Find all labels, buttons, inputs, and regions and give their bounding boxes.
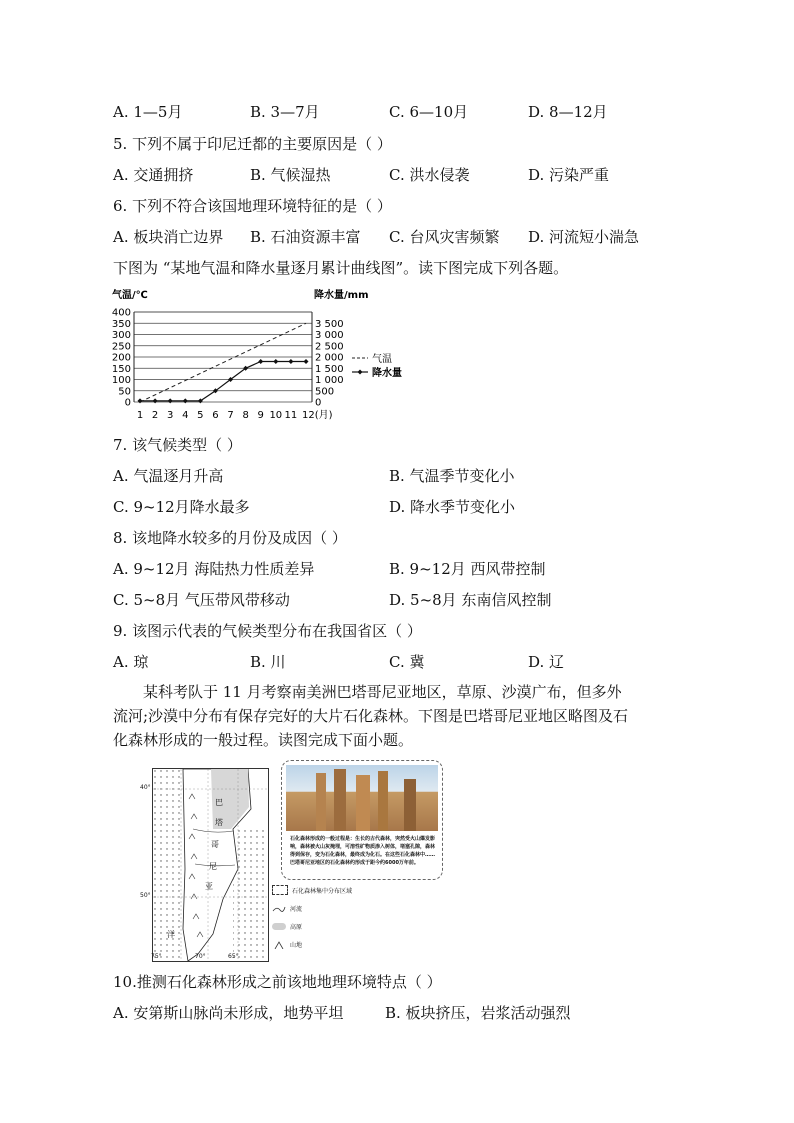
q5-stem: 5. 下列不属于印尼迁都的主要原因是（ ） (113, 135, 392, 153)
right-tick-label: 1 000 (315, 375, 344, 386)
left-tick-label: 200 (112, 352, 131, 364)
map-lon65: 65° (228, 953, 239, 960)
right-tick-label: 2 500 (315, 341, 344, 353)
map-legend (272, 885, 392, 949)
q8-option-b: B. 9~12月 西风带控制 (389, 560, 546, 578)
legend-label-river: 河流 (290, 906, 303, 913)
map-char-ba: 巴 (215, 798, 223, 807)
q6-option-b: B. 石油资源丰富 (250, 228, 361, 246)
q5-option-a: A. 交通拥挤 (113, 166, 194, 184)
x-tick-label: 1 (136, 410, 144, 421)
series-line-precipitation (140, 362, 306, 401)
q4-option-c: C. 6—10月 (389, 103, 469, 121)
q5-option-c: C. 洪水侵袭 (389, 166, 470, 184)
left-axis-label: 气温/℃ (112, 290, 148, 301)
right-tick-label: 0 (315, 397, 322, 409)
q4-option-b: B. 3—7月 (250, 103, 320, 121)
x-tick-label: 5 (197, 410, 204, 421)
legend-dashed-box-icon (272, 885, 288, 895)
right-tick-label: 1 500 (315, 363, 344, 375)
map-lat50: 50° (140, 892, 151, 899)
map-char-ta: 塔 (215, 818, 223, 827)
legend-precip-marker (358, 370, 363, 375)
q8-option-a: A. 9~12月 海陆热力性质差异 (113, 560, 315, 578)
data-point (288, 359, 293, 364)
x-tick-label: 8 (242, 410, 249, 421)
q10-option-b: B. 板块挤压，岩浆活动强烈 (385, 1004, 571, 1022)
legend-label-forest: 石化森林集中分布区域 (292, 887, 353, 895)
x-tick-label: 7 (227, 410, 234, 421)
climate-chart (112, 286, 422, 426)
map-lon70: 70° (195, 953, 206, 960)
q7-option-d: D. 降水季节变化小 (389, 498, 516, 516)
patagonia-map (140, 768, 269, 962)
left-tick-label: 400 (112, 307, 131, 319)
legend-mountain-icon (272, 941, 286, 949)
x-tick-label: 9 (257, 410, 264, 421)
left-tick-label: 350 (112, 318, 131, 330)
q8-option-c: C. 5~8月 气压带风带移动 (113, 591, 290, 609)
map-lat40: 40° (140, 784, 151, 791)
legend-label-plateau: 高原 (290, 924, 303, 931)
petrified-forest-photo (286, 765, 438, 831)
legend-temperature-label: 气温 (372, 354, 392, 365)
data-point (138, 398, 143, 403)
petrified-forest-callout (281, 760, 443, 880)
left-tick-label: 150 (112, 363, 131, 375)
q7-option-a: A. 气温逐月升高 (113, 467, 224, 485)
q6-stem: 6. 下列不符合该国地理环境特征的是（ ） (113, 197, 392, 215)
q7-option-c: C. 9~12月降水最多 (113, 498, 250, 516)
x-tick-label: 2 (151, 410, 159, 421)
legend-plateau-icon (272, 923, 286, 930)
data-point (304, 359, 309, 364)
q9-stem: 9. 该图示代表的气候类型分布在我国省区（ ） (113, 622, 422, 640)
legend-river-icon (272, 905, 286, 913)
x-tick-label: 12(月) (302, 410, 333, 421)
q5-option-b: B. 气候湿热 (250, 166, 331, 184)
data-point (153, 398, 158, 403)
legend-label-mountain: 山地 (290, 942, 303, 949)
q9-option-a: A. 琼 (113, 653, 149, 671)
map-char-ni: 尼 (209, 862, 217, 871)
left-tick-label: 250 (112, 341, 131, 353)
q6-option-d: D. 河流短小湍急 (528, 228, 640, 246)
map-char-ge: 哥 (211, 840, 219, 849)
left-tick-label: 50 (118, 386, 131, 398)
right-tick-label: 500 (315, 386, 335, 398)
q8-option-d: D. 5~8月 东南信风控制 (389, 591, 552, 609)
left-tick-label: 300 (112, 330, 131, 341)
context-paragraph: 某科考队于 11 月考察南美洲巴塔哥尼亚地区，草原、沙漠广布，但多外流河;沙漠中分布有保存完好的大片石化森林。下图是巴塔哥尼亚地区略图及石化森林形成的一般过程。读图完成下面小题。 (113, 683, 629, 749)
q9-option-c: C. 冀 (389, 653, 425, 671)
x-tick-label: 6 (212, 410, 219, 421)
data-point (258, 359, 263, 364)
map-char-ocean: 洋 (167, 930, 175, 939)
q9-option-d: D. 辽 (528, 653, 565, 671)
map-lon75: 75° (151, 953, 162, 960)
q9-option-b: B. 川 (250, 653, 286, 671)
q10-stem: 10.推测石化森林形成之前该地地理环境特点（ ） (113, 973, 442, 991)
q6-option-c: C. 台风灾害频繁 (389, 228, 500, 246)
q4-option-d: D. 8—12月 (528, 103, 608, 121)
left-tick-label: 0 (124, 397, 131, 409)
x-tick-label: 4 (182, 410, 189, 421)
q4-option-a: A. 1—5月 (113, 103, 183, 121)
right-tick-label: 2 000 (315, 352, 344, 364)
callout-caption: 石化森林形成的一般过程是：生长的古代森林，突然受火山爆发影响，森林被火山灰掩埋，可溶性矿物质渗入树体，堵塞孔隙，森林得到保存，变为石化森林，最终成为化石。在这些石化森林中……巴塔哥尼亚地区的石化森林约形成于距今约6000万年前。 (290, 836, 436, 866)
data-point (183, 398, 188, 403)
series-line-temperature (140, 323, 306, 402)
right-axis-label: 降水量/mm (314, 290, 369, 301)
q8-stem: 8. 该地降水较多的月份及成因（ ） (113, 529, 347, 547)
chart-intro: 下图为 “某地气温和降水量逐月累计曲线图”。读下图完成下列各题。 (113, 259, 569, 277)
x-tick-label: 3 (166, 410, 174, 421)
x-tick-label: 10 (269, 410, 283, 421)
data-point (168, 398, 173, 403)
q6-option-a: A. 板块消亡边界 (113, 228, 224, 246)
q7-stem: 7. 该气候类型（ ） (113, 436, 242, 454)
legend-precip-label: 降水量 (372, 368, 402, 379)
map-char-ya: 亚 (205, 882, 213, 891)
q7-option-b: B. 气温季节变化小 (389, 467, 515, 485)
q10-option-a: A. 安第斯山脉尚未形成，地势平坦 (113, 1004, 344, 1022)
left-tick-label: 100 (112, 375, 131, 386)
right-tick-label: 3 000 (315, 330, 344, 341)
q5-option-d: D. 污染严重 (528, 166, 610, 184)
right-tick-label: 3 500 (315, 318, 344, 330)
data-point (273, 359, 278, 364)
x-tick-label: 11 (284, 410, 298, 421)
